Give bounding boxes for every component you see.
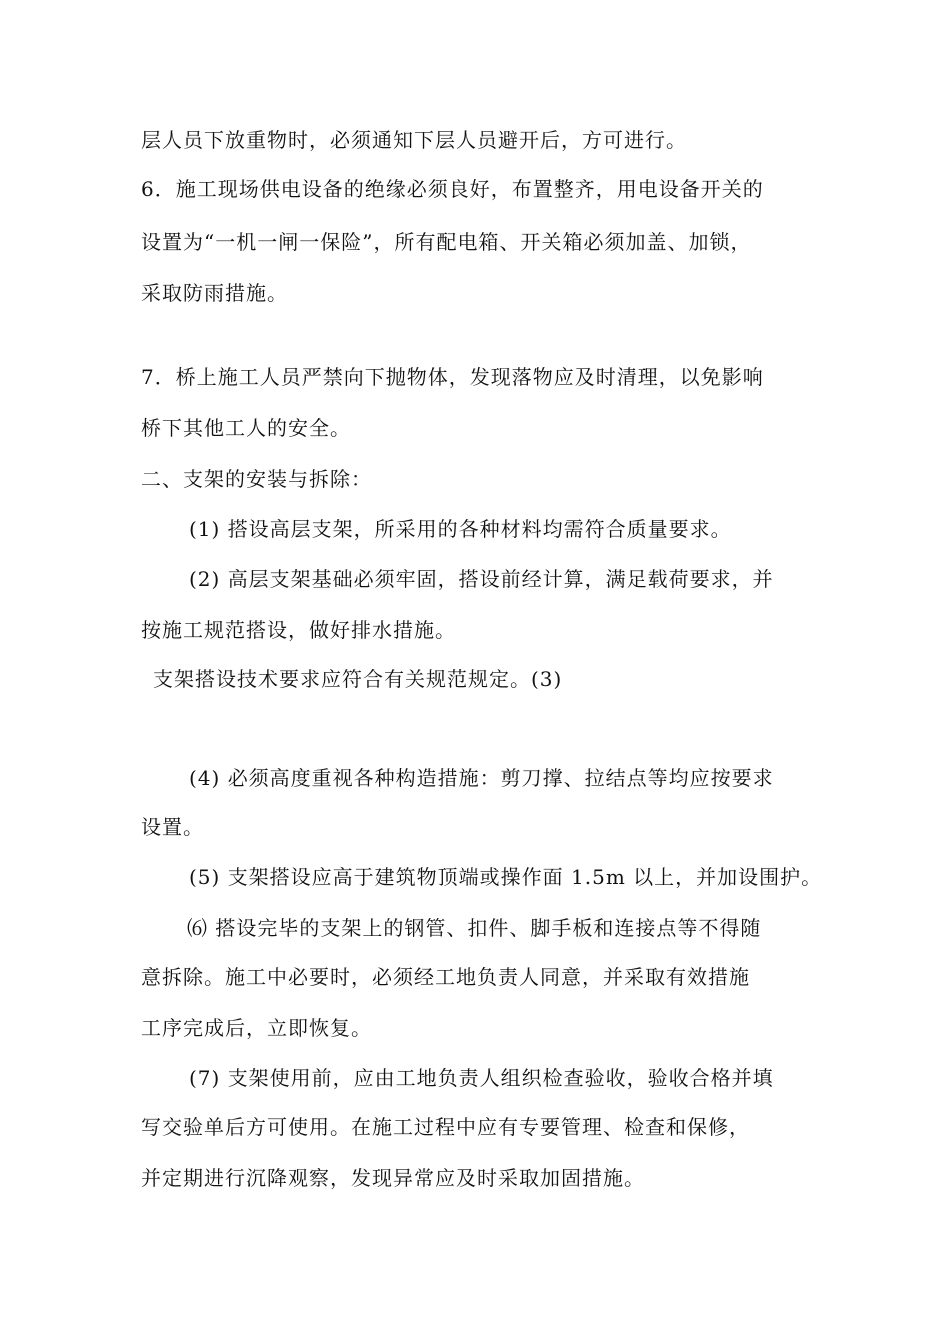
text-line: 写交验单后方可使用。在施工过程中应有专要管理、检查和保修， [141,1115,750,1139]
text-line: 工序完成后，立即恢复。 [141,1016,372,1040]
text-line: 并定期进行沉降观察，发现异常应及时采取加固措施。 [141,1166,645,1190]
text-line: (7) 支架使用前，应由工地负责人组织检查验收，验收合格并填 [189,1066,774,1090]
text-line: 7．桥上施工人员严禁向下抛物体，发现落物应及时清理，以免影响 [141,365,764,389]
section-heading: 二、支架的安装与拆除： [141,467,372,491]
text-line: 6．施工现场供电设备的绝缘必须良好，布置整齐，用电设备开关的 [141,177,764,201]
text-line: ⑹ 搭设完毕的支架上的钢管、扣件、脚手板和连接点等不得随 [187,916,762,940]
text-line: 支架搭设技术要求应符合有关规范规定。(3) [153,667,563,691]
text-line: (1) 搭设高层支架，所采用的各种材料均需符合质量要求。 [189,517,732,541]
text-line: (5) 支架搭设应高于建筑物顶端或操作面 1.5m 以上，并加设围护。 [189,865,823,889]
text-line: 采取防雨措施。 [141,281,288,305]
text-line: (4) 必须高度重视各种构造措施：剪刀撑、拉结点等均应按要求 [189,766,774,790]
text-line: 桥下其他工人的安全。 [141,416,351,440]
text-line: 按施工规范搭设，做好排水措施。 [141,618,456,642]
text-line: 设置为“一机一闸一保险”，所有配电箱、开关箱必须加盖、加锁， [141,230,752,254]
text-line: 设置。 [141,815,204,839]
text-line: (2) 高层支架基础必须牢固，搭设前经计算，满足载荷要求，并 [189,567,774,591]
text-line: 意拆除。施工中必要时，必须经工地负责人同意，并采取有效措施 [141,965,750,989]
text-line: 层人员下放重物时，必须通知下层人员避开后，方可进行。 [141,128,687,152]
